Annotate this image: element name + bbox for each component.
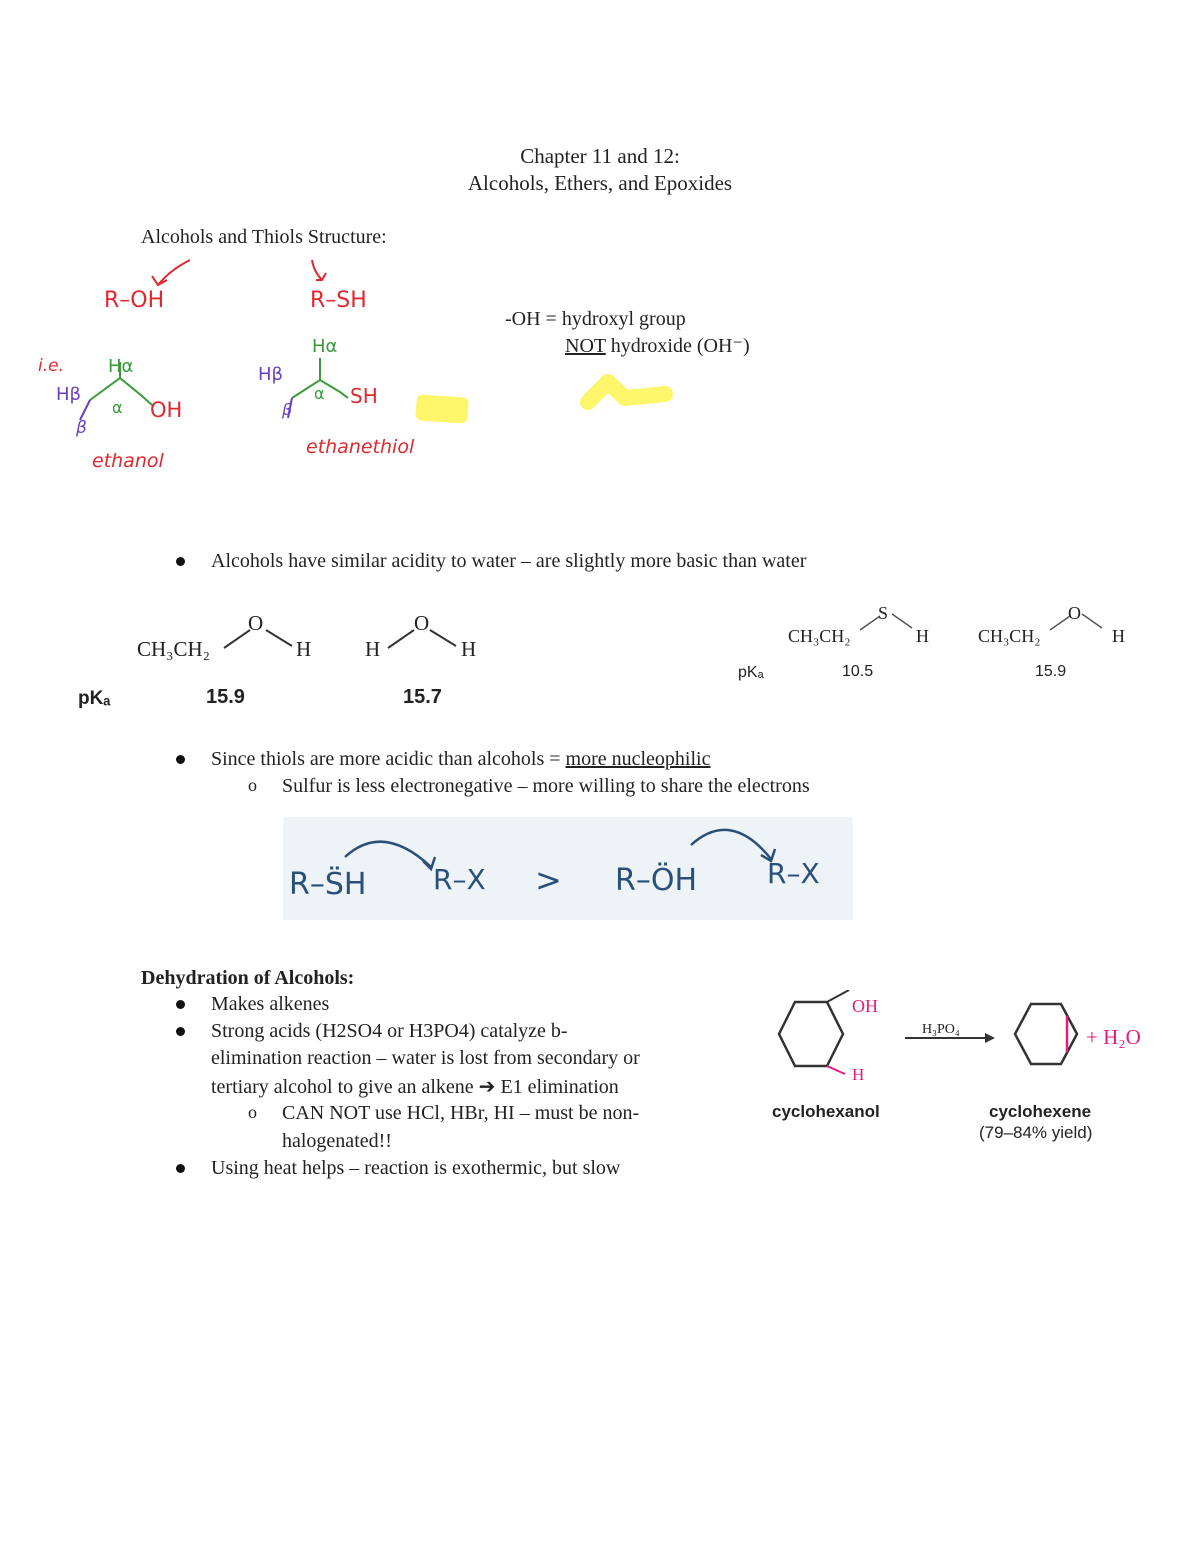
thiol-nucleophile: R–S̈H [289, 867, 367, 902]
hydroxyl-definition: -OH = hydroxyl group [505, 308, 686, 330]
nucleophile-bullet [211, 746, 710, 773]
highlight-mark-2 [580, 372, 675, 412]
alcohol-formula: R–OH [104, 288, 165, 313]
dehydration-bullet-2-line3 [211, 1073, 619, 1101]
ethanol-oxygen: O [248, 611, 264, 635]
ethanol-name: ethanol [92, 450, 164, 472]
ethanol-right-oxygen: O [1068, 603, 1081, 623]
halogen-sub-line2: halogenated!! [282, 1130, 392, 1152]
ethanol-beta: β [76, 418, 87, 438]
halogen-sub-line1: CAN NOT use HCl, HBr, HI – must be non- [282, 1102, 640, 1124]
ethanol-hydrogen: H [296, 637, 312, 661]
bullet-dot [176, 1000, 185, 1009]
alkyl-halide-1: R–X [433, 863, 486, 896]
water-pka-value: 15.7 [403, 686, 442, 708]
highlight-mark-1 [415, 394, 469, 424]
ethanol-right-hydrogen: H [1112, 626, 1125, 646]
structure-heading: Alcohols and Thiols Structure: [141, 226, 387, 248]
sulfur-sub-bullet: Sulfur is less electronegative – more willing to share the electrons [282, 775, 810, 797]
acidity-bullet: Alcohols have similar acidity to water – are slightly more basic than water [211, 550, 807, 572]
ethanol-right-group: CH₃CH₂ [978, 626, 1041, 646]
sub-bullet-marker: o [248, 775, 257, 795]
dehydration-bullet-2-line1: Strong acids (H2SO4 or H3PO4) catalyze b- [211, 1020, 568, 1042]
thiol-left-group: CH₃CH₂ [788, 626, 851, 646]
nucleophile-image [283, 817, 853, 920]
thiol-sh: SH [350, 384, 378, 408]
cyclohexanol-oh: OH [852, 996, 878, 1016]
pka-label-right: pKₐ [738, 664, 764, 681]
nucleophile-text: Since thiols are more acidic than alcohols = [211, 748, 566, 770]
hydroxide-text: hydroxide (OH⁻) [605, 335, 750, 357]
thiol-beta: β [282, 400, 293, 419]
ethanol-oh: OH [150, 398, 183, 422]
cyclohexanol-label: cyclohexanol [772, 1102, 880, 1121]
more-nucleophilic: more nucleophilic [565, 748, 711, 770]
yield-label: (79–84% yield) [979, 1123, 1093, 1142]
water-oxygen: O [414, 611, 430, 635]
thiol-pka-value: 10.5 [842, 663, 874, 680]
dehydration-bullet-2-line2: elimination reaction – water is lost from secondary or [211, 1047, 640, 1069]
greater-than: > [535, 861, 562, 899]
ethanol-left-group: CH₃CH₂ [137, 637, 210, 661]
dehydration-bullet-3: Using heat helps – reaction is exothermic, but slow [211, 1157, 621, 1179]
thiol-sulfur: S [878, 603, 889, 623]
ie-note: i.e. [38, 356, 64, 376]
thiol-hydrogen: H [916, 626, 929, 646]
dehydration-heading: Dehydration of Alcohols: [141, 967, 355, 989]
cyclohexanol-h: H [852, 1065, 865, 1084]
reagent-label: H₃PO₄ [922, 1022, 960, 1037]
thiol-attack-arrow [345, 842, 431, 867]
page-title-line2: Alcohols, Ethers, and Epoxides [467, 171, 733, 195]
thiol-h-beta: Hβ [258, 364, 284, 385]
bullet-dot [176, 557, 185, 566]
bullet-dot [176, 755, 185, 764]
not-word: NOT [565, 335, 606, 357]
pka-label-left: pKₐ [78, 688, 111, 709]
ethanol-pka-value: 15.9 [206, 686, 245, 708]
thiol-arrow [312, 260, 322, 280]
thiol-alpha: α [314, 384, 325, 403]
alcohol-nucleophile: R–ÖH [615, 863, 698, 898]
ethanol-h-alpha: Hα [108, 356, 134, 377]
ethanol-h-beta: Hβ [56, 384, 82, 405]
ethanol-alpha: α [112, 398, 123, 417]
cyclohexanol-ring [779, 1002, 843, 1066]
thiol-formula: R–SH [310, 288, 367, 313]
water-hydrogen-right: H [461, 637, 477, 661]
bullet-dot [176, 1027, 185, 1036]
ethanol-right-pka-value: 15.9 [1035, 663, 1067, 680]
page-title-line1: Chapter 11 and 12: [520, 144, 680, 168]
hydroxide-note [565, 333, 750, 360]
dehydration-bullet-1: Makes alkenes [211, 993, 330, 1015]
bullet-dot [176, 1164, 185, 1173]
water-byproduct: + H₂O [1086, 1025, 1141, 1049]
ethanethiol-name: ethanethiol [306, 436, 415, 458]
sub-bullet-marker: o [248, 1102, 257, 1122]
water-hydrogen-left: H [365, 637, 381, 661]
cyclohexene-label: cyclohexene [989, 1102, 1092, 1121]
arrow-icon: ➔ [478, 1074, 496, 1098]
alcohol-attack-arrow [691, 830, 771, 859]
line3-post: E1 elimination [495, 1076, 619, 1098]
thiol-h-alpha: Hα [312, 336, 338, 357]
line3-text: tertiary alcohol to give an alkene [211, 1076, 479, 1098]
alkyl-halide-2: R–X [767, 857, 820, 890]
